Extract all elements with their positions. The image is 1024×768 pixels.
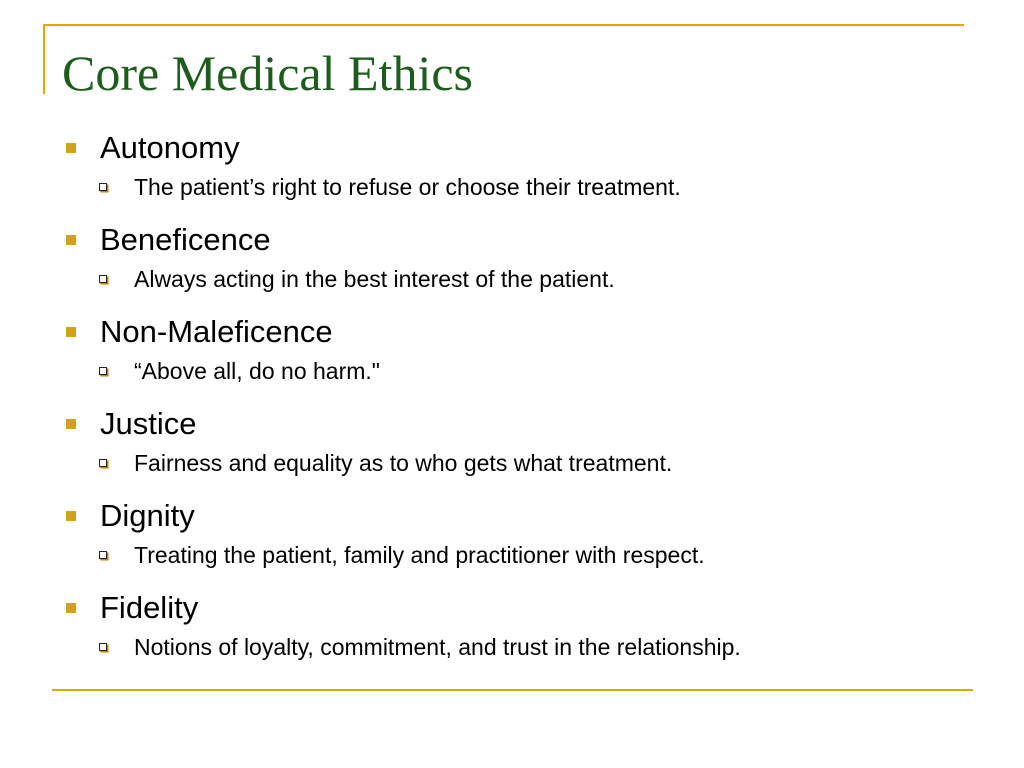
item-heading: Dignity [100,498,195,533]
list-item-non-maleficence [62,312,982,390]
hollow-square-bullet-icon [99,183,107,191]
item-heading: Fidelity [100,590,199,625]
item-detail: Notions of loyalty, commitment, and trust in the relationship. [134,634,741,660]
item-detail: The patient’s right to refuse or choose their treatment. [134,174,681,200]
item-heading: Non-Maleficence [100,314,333,349]
list-item-dignity [62,496,982,574]
item-detail: “Above all, do no harm." [134,358,380,384]
list-item-justice [62,404,982,482]
frame-left-line [43,24,45,94]
square-bullet-icon [66,511,76,521]
hollow-square-bullet-icon [99,459,107,467]
square-bullet-icon [66,235,76,245]
bullet-list [62,128,982,680]
item-detail: Treating the patient, family and practitioner with respect. [134,542,705,568]
item-heading: Beneficence [100,222,271,257]
hollow-square-bullet-icon [99,275,107,283]
item-detail: Fairness and equality as to who gets what treatment. [134,450,673,476]
list-item-beneficence [62,220,982,298]
list-item-fidelity [62,588,982,666]
square-bullet-icon [66,327,76,337]
frame-top-line [43,24,964,26]
item-heading: Autonomy [100,130,240,165]
hollow-square-bullet-icon [99,643,107,651]
hollow-square-bullet-icon [99,367,107,375]
square-bullet-icon [66,143,76,153]
square-bullet-icon [66,419,76,429]
list-item-autonomy [62,128,982,206]
square-bullet-icon [66,603,76,613]
slide-title: Core Medical Ethics [62,45,473,101]
frame-bottom-line [52,689,973,691]
hollow-square-bullet-icon [99,551,107,559]
item-heading: Justice [100,406,197,441]
item-detail: Always acting in the best interest of the patient. [134,266,615,292]
